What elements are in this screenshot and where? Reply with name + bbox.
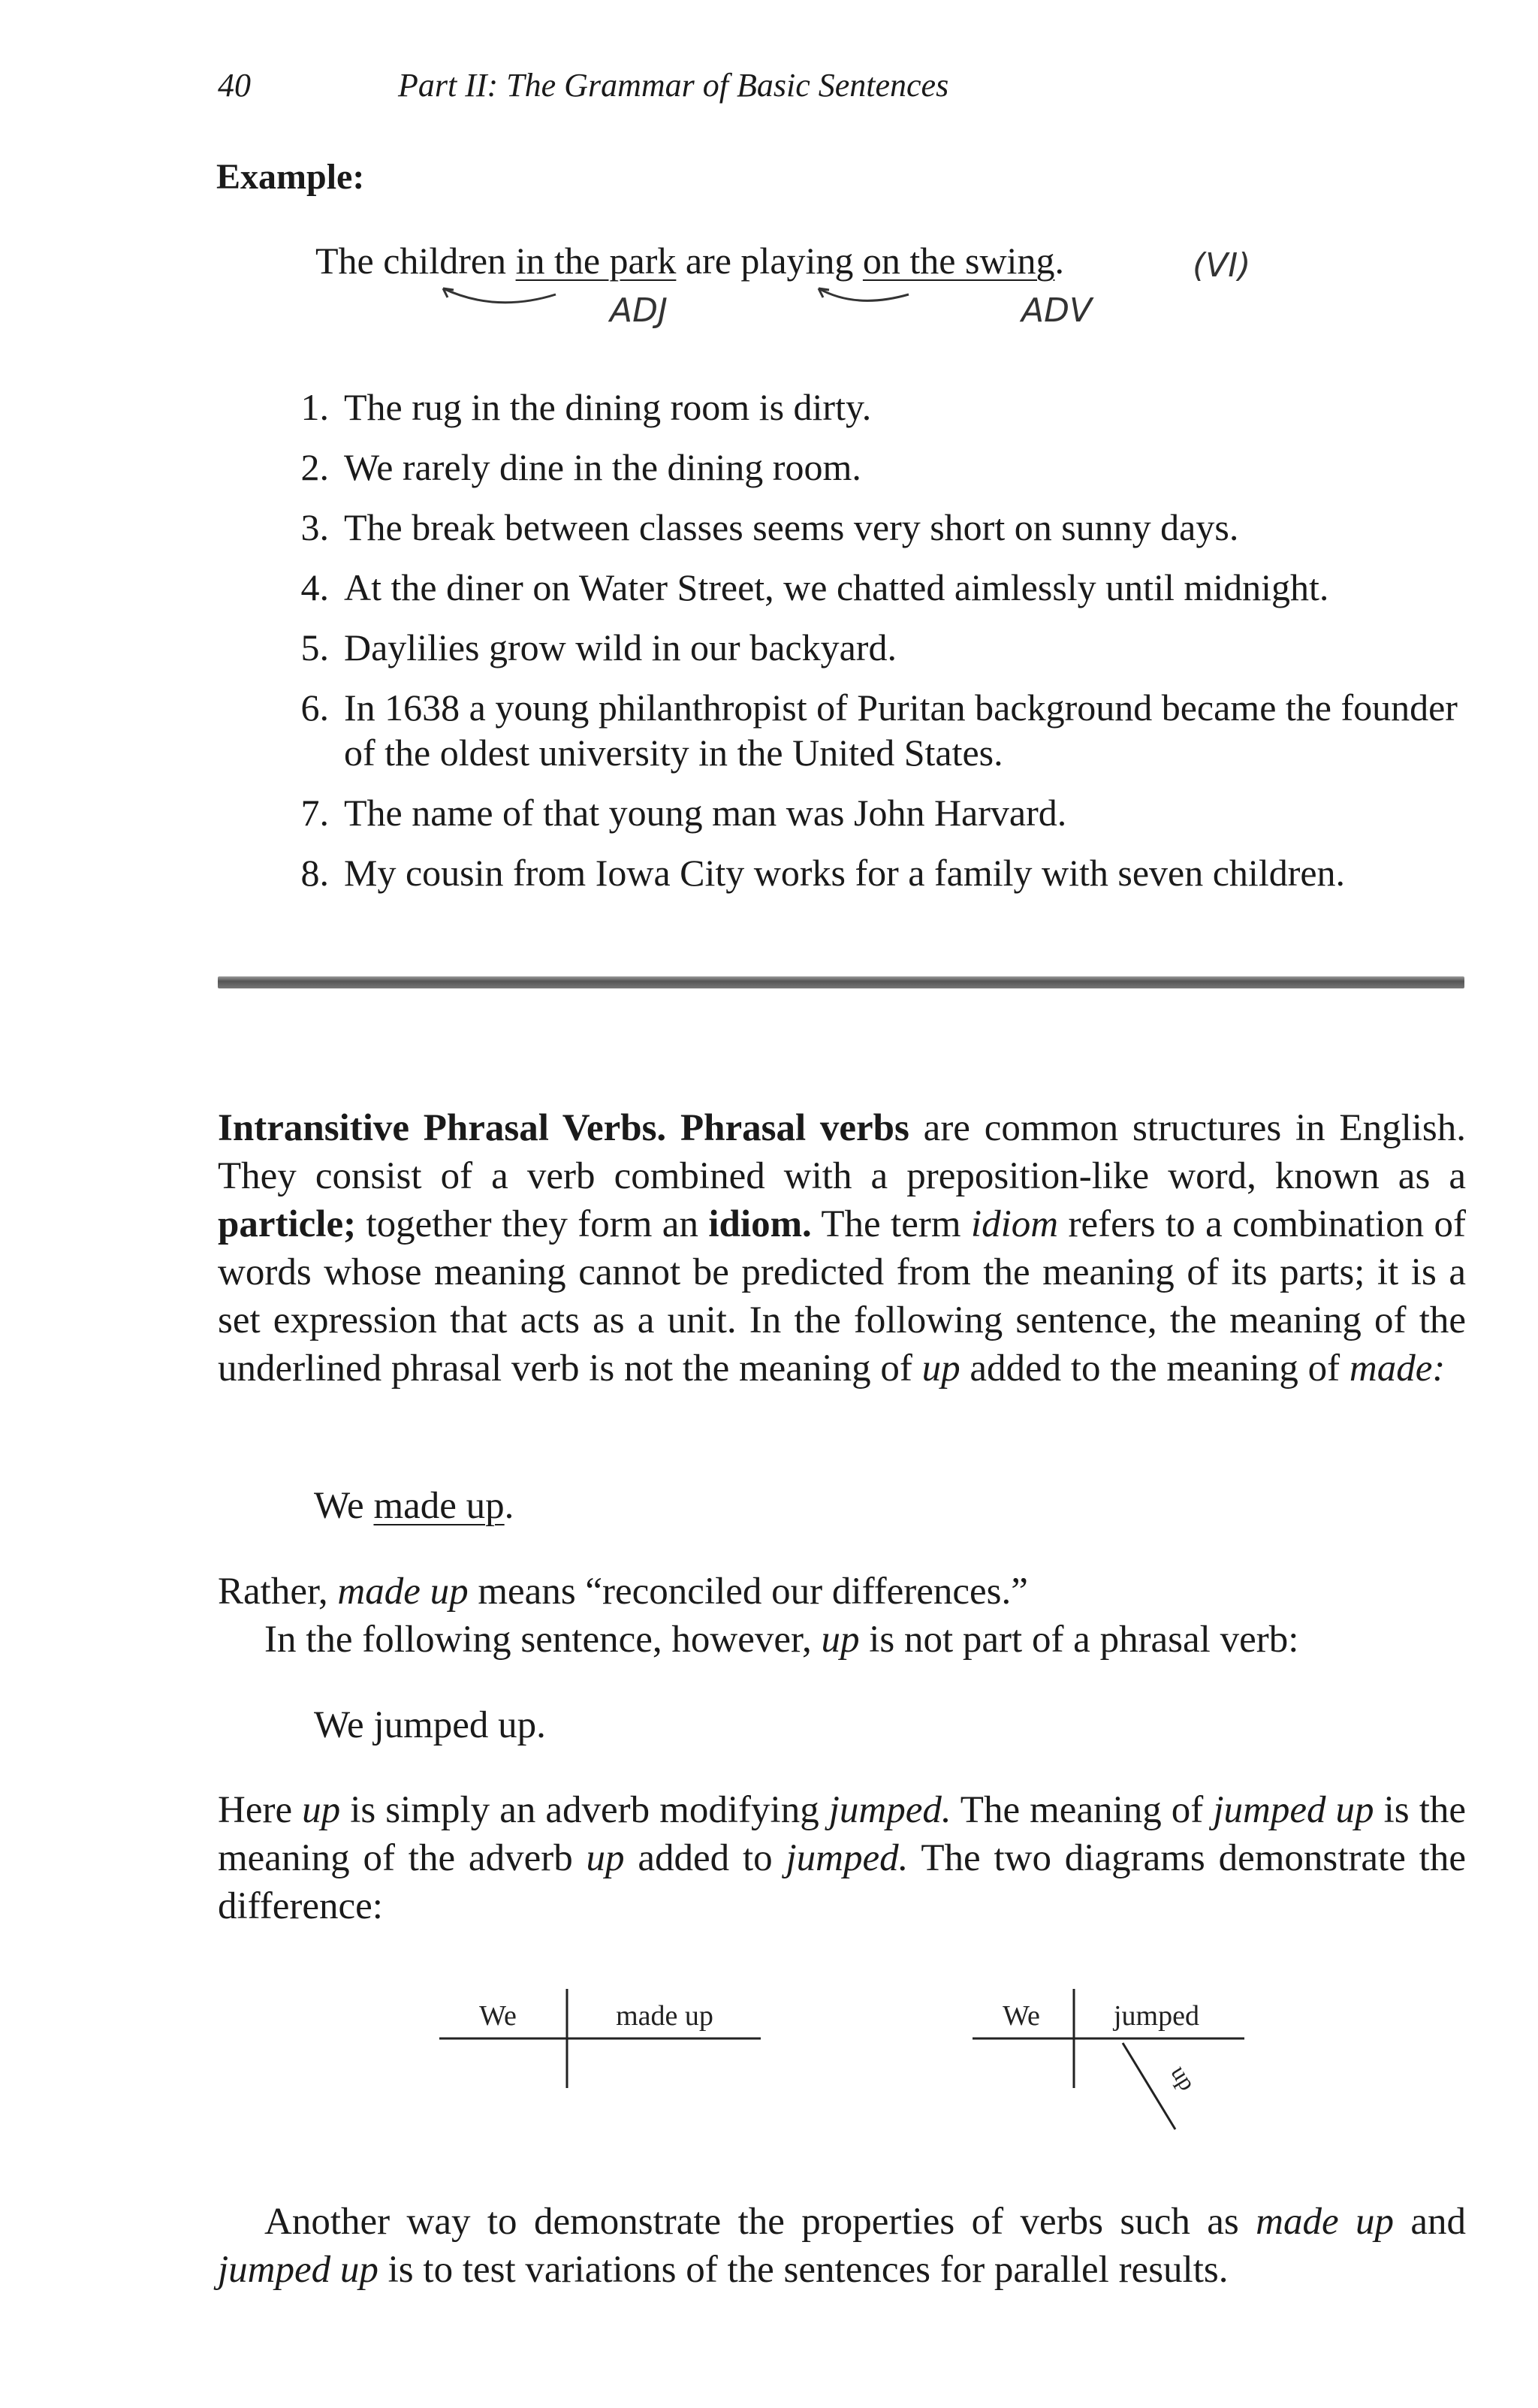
section-divider	[218, 976, 1464, 988]
closing-paragraph: Another way to demonstrate the properties of verbs such as made up and jumped up is to test variations of the sentences for parallel results.	[218, 2201, 1467, 2291]
list-item: 6. In 1638 a young philanthropist of Puritan background became the founder of the oldest university in the United States.	[300, 686, 1458, 774]
diagram-subject: We	[479, 2000, 517, 2032]
list-item: 1. The rug in the dining room is dirty.	[300, 386, 872, 428]
example-label: Example:	[216, 157, 365, 197]
exercise-list	[270, 385, 1472, 910]
list-item: 4. At the diner on Water Street, we chatted aimlessly until midnight.	[300, 566, 1329, 608]
list-item: 2. We rarely dine in the dining room.	[300, 446, 861, 488]
list-item: 8. My cousin from Iowa City works for a family with seven children.	[300, 852, 1346, 894]
example-phrase-adv: on the swing	[862, 240, 1055, 282]
term-particle: particle;	[218, 1203, 357, 1245]
arrow-adv	[819, 288, 909, 300]
list-item: 7. The name of that young man was John Harvard.	[300, 792, 1067, 834]
example-sentence	[315, 239, 1064, 282]
diagram-predicate: jumped	[1114, 2000, 1199, 2032]
example-phrase-adj: in the park	[515, 240, 677, 282]
handwritten-vi-mark: (VI)	[1193, 246, 1251, 285]
term-phrasal-verbs: Phrasal verbs	[680, 1107, 909, 1149]
example-text: .	[1054, 240, 1064, 282]
handwritten-adj-mark: ADJ	[610, 291, 668, 330]
page-number: 40	[218, 67, 251, 104]
diagram-subject: We	[1003, 2000, 1040, 2032]
list-item: 5. Daylilies grow wild in our backyard.	[300, 626, 897, 668]
section-heading: Intransitive Phrasal Verbs.	[218, 1107, 667, 1149]
term-idiom: idiom.	[708, 1203, 812, 1245]
rather-line: Rather, made up means “reconciled our differences.”	[218, 1571, 1028, 1613]
example-text: The children	[315, 240, 516, 282]
example-text: are playing	[676, 240, 863, 282]
example-jumped-up: We jumped up.	[314, 1704, 546, 1746]
diagram-modifier: up	[1166, 2060, 1202, 2096]
adverb-paragraph: Here up is simply an adverb modifying jumped. The meaning of jumped up is the meaning of the adverb up added to jumped. The two diagrams demonstrate the difference:	[218, 1789, 1467, 1927]
following-line: In the following sentence, however, up is not part of a phrasal verb:	[264, 1619, 1299, 1661]
phrasal-verbs-paragraph: Intransitive Phrasal Verbs. Phrasal verbs are common structures in English. They consist of a verb combined with a preposition-like word, known as a particle; together they form an idiom. The term idiom refers to a combination of words whose meaning cannot be predicted from the meaning of its parts; it is a set expression that acts as a unit. In the following sentence, the meaning of the underlined phrasal verb is not the meaning of up added to the meaning of made:	[218, 1107, 1467, 1390]
diagram-predicate: made up	[616, 2000, 713, 2032]
diagram-made-up	[439, 1983, 762, 2096]
chapter-title: Part II: The Grammar of Basic Sentences	[398, 67, 949, 104]
handwritten-adv-mark: ADV	[1021, 291, 1093, 330]
arrow-adj	[443, 288, 556, 303]
list-item: 3. The break between classes seems very short on sunny days.	[300, 506, 1239, 548]
example-made-up: We made up.	[314, 1485, 514, 1527]
diagram-jumped-up	[973, 1983, 1265, 2133]
